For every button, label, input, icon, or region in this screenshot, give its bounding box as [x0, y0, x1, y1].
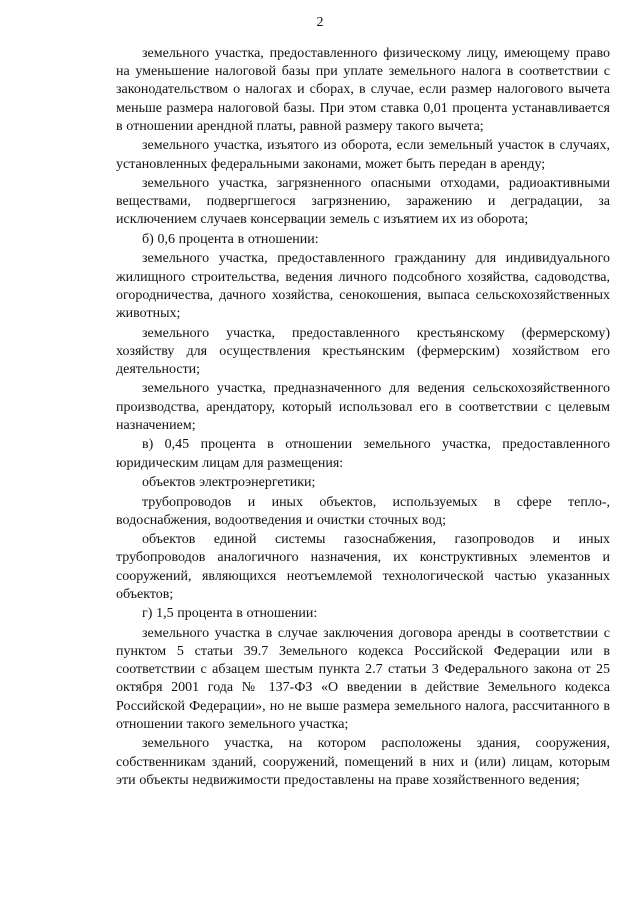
paragraph: земельного участка, загрязненного опасными отходами, радиоактивными веществами, подвергшегося загрязнению, заражению и деградации, за исключением случаев консервации земель с изъятием их из оборота; [116, 176, 610, 228]
paragraph: земельного участка, на котором расположены здания, сооружения, собственникам зданий, сооружений, помещений в них и (или) лицам, которым эти объекты недвижимости предоставлены на праве хозяйственного ведения; [116, 736, 610, 788]
page-number: 2 [316, 15, 324, 30]
paragraph: земельного участка, изъятого из оборота, если земельный участок в случаях, установленных федеральными законами, может быть передан в аренду; [116, 138, 610, 172]
paragraph: земельного участка, предоставленного крестьянскому (фермерскому) хозяйству для осуществления крестьянским (фермерским) хозяйством его деятельности; [116, 325, 610, 377]
paragraph: объектов единой системы газоснабжения, газопроводов и иных трубопроводов аналогичного назначения, их конструктивных элементов и сооружений, являющихся неотъемлемой технологической частью указанных объектов; [116, 532, 610, 602]
paragraph: земельного участка, предназначенного для ведения сельскохозяйственного производства, арендатору, который использовал его в соответствии с целевым назначением; [116, 381, 610, 433]
paragraph: земельного участка в случае заключения договора аренды в соответствии с пунктом 5 статьи 39.7 Земельного кодекса Российской Федерации или в соответствии с абзацем шестым пункта 2.7 статьи 3 Федерального закона от 25 октября 2001 года № 137-ФЗ «О введении в действие Земельного кодекса Российской Федерации», но не выше размера земельного налога, рассчитанного в отношении такого земельного участка; [116, 625, 610, 732]
paragraph: земельного участка, предоставленного физическому лицу, имеющему право на уменьшение налоговой базы при уплате земельного налога в соответствии с законодательством о налогах и сборах, в случае, если размер налогового вычета меньше размера налоговой базы. При этом ставка 0,01 процента устанавливается в отношении арендной платы, равной размеру такого вычета; [116, 46, 610, 134]
paragraph: объектов электроэнергетики; [142, 475, 316, 491]
document-body [116, 45, 610, 791]
paragraph: земельного участка, предоставленного гражданину для индивидуального жилищного строительства, ведения личного подсобного хозяйства, садоводства, огородничества, дачного хозяйства, сенокошения, выпаса сельскохозяйственных животных; [116, 251, 610, 322]
subsection-heading: в) 0,45 процента в отношении земельного участка, предоставленного юридическим лицам для размещения: [116, 437, 610, 471]
subsection-heading: г) 1,5 процента в отношении: [142, 606, 318, 622]
subsection-heading: б) 0,6 процента в отношении: [142, 231, 319, 247]
paragraph: трубопроводов и иных объектов, используемых в сфере тепло-, водоснабжения, водоотведения и очистки сточных вод; [116, 494, 610, 528]
